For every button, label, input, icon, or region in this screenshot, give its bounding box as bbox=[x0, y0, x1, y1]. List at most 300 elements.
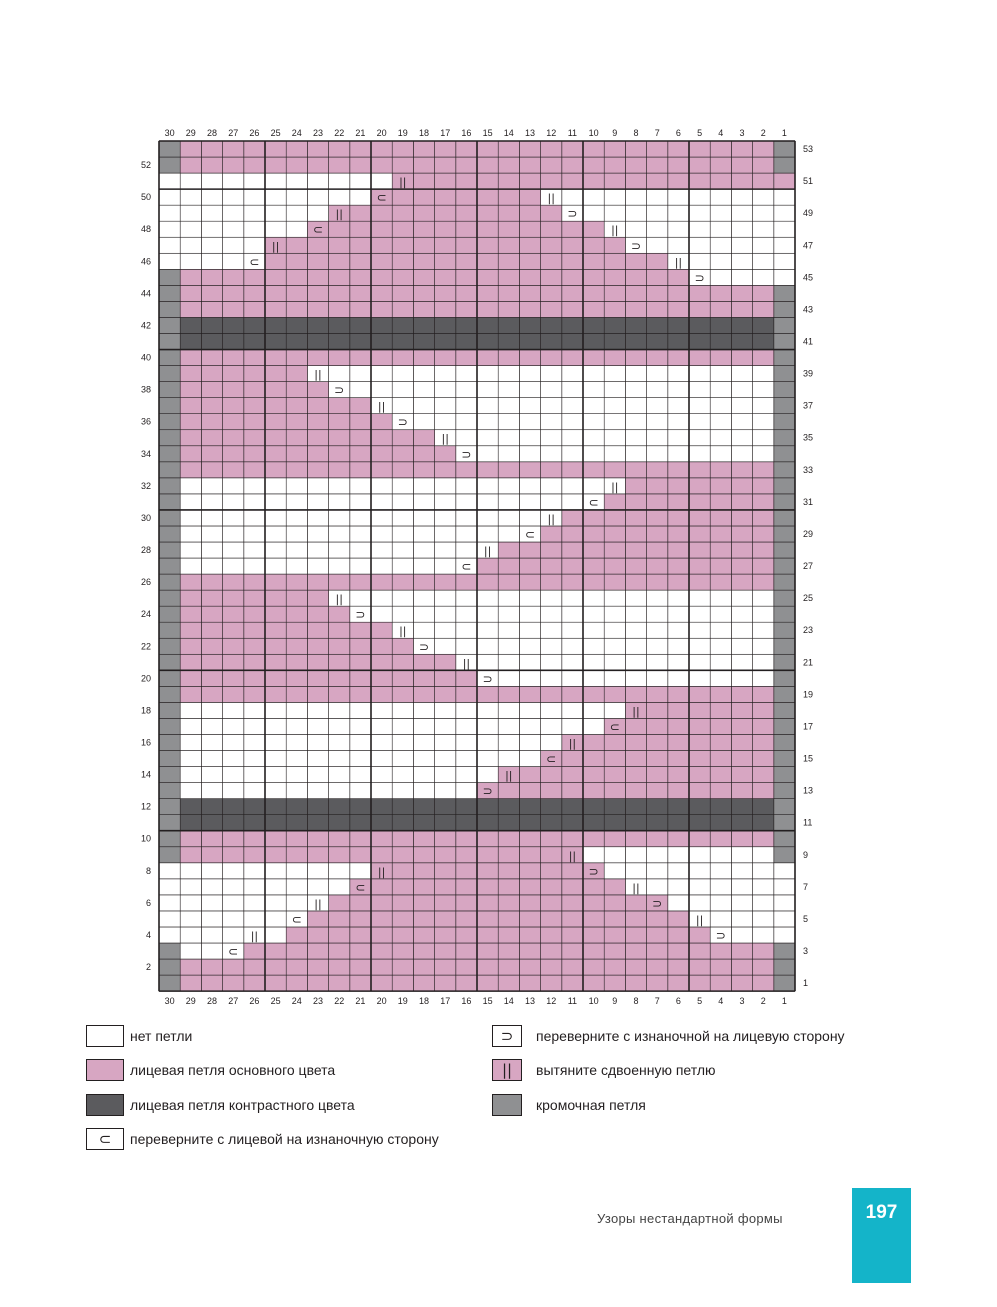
stitch-cell bbox=[329, 622, 350, 638]
column-label-top: 7 bbox=[654, 128, 660, 138]
stitch-cell bbox=[265, 333, 286, 349]
stitch-cell bbox=[435, 734, 456, 750]
stitch-cell bbox=[541, 494, 562, 510]
stitch-cell bbox=[223, 301, 244, 317]
stitch-cell bbox=[456, 767, 477, 783]
stitch-cell bbox=[392, 799, 413, 815]
stitch-cell bbox=[180, 606, 201, 622]
stitch-cell bbox=[350, 526, 371, 542]
stitch-cell bbox=[180, 622, 201, 638]
stitch-cell bbox=[329, 478, 350, 494]
stitch-cell bbox=[519, 975, 540, 991]
stitch-cell bbox=[647, 975, 668, 991]
stitch-cell bbox=[307, 237, 328, 253]
stitch-cell bbox=[392, 269, 413, 285]
stitch-cell bbox=[519, 237, 540, 253]
column-label-top: 5 bbox=[697, 128, 703, 138]
row-label-right: 7 bbox=[803, 881, 809, 892]
stitch-cell bbox=[774, 333, 795, 349]
stitch-symbol: || bbox=[399, 624, 407, 638]
stitch-cell bbox=[625, 654, 646, 670]
stitch-cell bbox=[413, 927, 434, 943]
stitch-cell bbox=[668, 301, 689, 317]
stitch-cell bbox=[413, 799, 434, 815]
stitch-cell bbox=[689, 975, 710, 991]
stitch-cell bbox=[710, 558, 731, 574]
stitch-cell bbox=[286, 574, 307, 590]
stitch-cell bbox=[456, 301, 477, 317]
stitch-cell bbox=[477, 157, 498, 173]
stitch-cell bbox=[625, 333, 646, 349]
stitch-cell bbox=[350, 141, 371, 157]
stitch-cell bbox=[307, 783, 328, 799]
stitch-cell bbox=[180, 879, 201, 895]
stitch-cell bbox=[435, 317, 456, 333]
stitch-cell bbox=[731, 141, 752, 157]
stitch-cell bbox=[350, 734, 371, 750]
stitch-cell bbox=[371, 478, 392, 494]
stitch-cell bbox=[223, 189, 244, 205]
stitch-cell bbox=[223, 333, 244, 349]
stitch-cell bbox=[456, 975, 477, 991]
stitch-cell bbox=[753, 783, 774, 799]
stitch-cell bbox=[604, 686, 625, 702]
stitch-cell bbox=[329, 670, 350, 686]
legend-label-turn-to-wrong: переверните с лицевой на изнаночную сторону bbox=[130, 1131, 439, 1147]
stitch-cell bbox=[371, 799, 392, 815]
stitch-cell bbox=[435, 414, 456, 430]
stitch-cell bbox=[223, 558, 244, 574]
stitch-cell bbox=[498, 494, 519, 510]
stitch-cell bbox=[201, 831, 222, 847]
stitch-cell bbox=[371, 606, 392, 622]
stitch-cell bbox=[286, 430, 307, 446]
column-label-top: 23 bbox=[312, 128, 324, 138]
stitch-cell bbox=[647, 799, 668, 815]
stitch-cell bbox=[774, 398, 795, 414]
stitch-cell bbox=[710, 831, 731, 847]
stitch-cell bbox=[731, 526, 752, 542]
stitch-cell bbox=[413, 975, 434, 991]
stitch-cell bbox=[201, 333, 222, 349]
stitch-cell bbox=[435, 157, 456, 173]
stitch-cell bbox=[159, 622, 180, 638]
stitch-cell bbox=[477, 269, 498, 285]
row-label-left: 38 bbox=[140, 384, 151, 395]
stitch-cell bbox=[753, 654, 774, 670]
stitch-cell bbox=[392, 205, 413, 221]
stitch-cell bbox=[201, 927, 222, 943]
stitch-cell bbox=[710, 205, 731, 221]
stitch-cell bbox=[689, 606, 710, 622]
stitch-cell bbox=[562, 237, 583, 253]
stitch-cell bbox=[562, 189, 583, 205]
stitch-cell bbox=[307, 702, 328, 718]
legend-item-turn-to-right bbox=[492, 1024, 845, 1048]
stitch-cell bbox=[201, 590, 222, 606]
stitch-cell bbox=[413, 173, 434, 189]
stitch-cell bbox=[371, 526, 392, 542]
stitch-cell bbox=[456, 718, 477, 734]
stitch-cell bbox=[647, 494, 668, 510]
stitch-cell bbox=[710, 847, 731, 863]
column-label-top: 8 bbox=[633, 128, 639, 138]
row-label-right: 31 bbox=[803, 496, 814, 507]
stitch-cell bbox=[286, 462, 307, 478]
stitch-cell bbox=[435, 333, 456, 349]
stitch-cell bbox=[562, 446, 583, 462]
stitch-cell bbox=[519, 446, 540, 462]
stitch-symbol: ⊃ bbox=[588, 864, 599, 879]
stitch-cell bbox=[265, 189, 286, 205]
stitch-cell bbox=[604, 751, 625, 767]
stitch-cell bbox=[307, 462, 328, 478]
stitch-cell bbox=[477, 221, 498, 237]
stitch-cell bbox=[753, 269, 774, 285]
stitch-cell bbox=[519, 205, 540, 221]
stitch-cell bbox=[159, 205, 180, 221]
stitch-cell bbox=[307, 606, 328, 622]
stitch-cell bbox=[541, 237, 562, 253]
row-label-right: 15 bbox=[803, 753, 814, 764]
stitch-cell bbox=[244, 815, 265, 831]
stitch-cell bbox=[604, 317, 625, 333]
stitch-cell bbox=[413, 333, 434, 349]
stitch-cell bbox=[625, 767, 646, 783]
stitch-cell bbox=[604, 157, 625, 173]
row-label-left: 14 bbox=[140, 769, 151, 780]
stitch-cell bbox=[371, 574, 392, 590]
stitch-cell bbox=[201, 237, 222, 253]
stitch-cell bbox=[286, 751, 307, 767]
stitch-cell bbox=[668, 462, 689, 478]
stitch-cell bbox=[329, 847, 350, 863]
stitch-cell bbox=[668, 783, 689, 799]
stitch-cell bbox=[647, 927, 668, 943]
stitch-cell bbox=[668, 157, 689, 173]
stitch-cell bbox=[307, 767, 328, 783]
stitch-cell bbox=[774, 863, 795, 879]
stitch-cell bbox=[583, 398, 604, 414]
stitch-cell bbox=[159, 767, 180, 783]
stitch-symbol: || bbox=[611, 480, 619, 494]
column-label-bottom: 9 bbox=[612, 996, 618, 1007]
stitch-cell bbox=[392, 510, 413, 526]
stitch-cell bbox=[223, 590, 244, 606]
stitch-cell bbox=[371, 638, 392, 654]
stitch-cell bbox=[583, 141, 604, 157]
stitch-cell bbox=[456, 783, 477, 799]
stitch-cell bbox=[159, 317, 180, 333]
stitch-cell bbox=[265, 462, 286, 478]
stitch-cell bbox=[435, 895, 456, 911]
stitch-cell bbox=[519, 815, 540, 831]
stitch-cell bbox=[753, 767, 774, 783]
stitch-cell bbox=[180, 446, 201, 462]
stitch-cell bbox=[456, 237, 477, 253]
stitch-cell bbox=[498, 173, 519, 189]
stitch-cell bbox=[244, 959, 265, 975]
stitch-cell bbox=[392, 670, 413, 686]
stitch-cell bbox=[244, 558, 265, 574]
column-label-top: 14 bbox=[503, 128, 514, 138]
stitch-cell bbox=[392, 558, 413, 574]
stitch-cell bbox=[541, 205, 562, 221]
stitch-cell bbox=[604, 863, 625, 879]
stitch-cell bbox=[159, 975, 180, 991]
stitch-symbol: || bbox=[632, 881, 640, 895]
column-label-top: 21 bbox=[355, 128, 366, 138]
stitch-cell bbox=[668, 879, 689, 895]
stitch-cell bbox=[604, 590, 625, 606]
stitch-cell bbox=[498, 237, 519, 253]
stitch-cell bbox=[774, 879, 795, 895]
stitch-cell bbox=[689, 478, 710, 494]
stitch-cell bbox=[753, 430, 774, 446]
stitch-cell bbox=[350, 975, 371, 991]
stitch-cell bbox=[541, 253, 562, 269]
stitch-cell bbox=[519, 574, 540, 590]
stitch-cell bbox=[583, 847, 604, 863]
stitch-cell bbox=[562, 831, 583, 847]
column-label-top: 30 bbox=[164, 128, 175, 138]
stitch-cell bbox=[180, 734, 201, 750]
stitch-cell bbox=[265, 847, 286, 863]
row-label-left: 28 bbox=[140, 545, 151, 556]
stitch-cell bbox=[753, 831, 774, 847]
stitch-cell bbox=[223, 606, 244, 622]
stitch-cell bbox=[159, 783, 180, 799]
stitch-cell bbox=[413, 959, 434, 975]
stitch-cell bbox=[180, 430, 201, 446]
stitch-cell bbox=[625, 221, 646, 237]
stitch-symbol: ⊂ bbox=[249, 254, 260, 269]
stitch-cell bbox=[583, 702, 604, 718]
stitch-cell bbox=[350, 702, 371, 718]
stitch-cell bbox=[498, 654, 519, 670]
stitch-cell bbox=[180, 221, 201, 237]
stitch-cell bbox=[774, 430, 795, 446]
stitch-cell bbox=[477, 606, 498, 622]
stitch-cell bbox=[647, 911, 668, 927]
stitch-cell bbox=[286, 366, 307, 382]
stitch-cell bbox=[201, 526, 222, 542]
stitch-cell bbox=[710, 173, 731, 189]
stitch-cell bbox=[244, 398, 265, 414]
stitch-cell bbox=[180, 398, 201, 414]
stitch-cell bbox=[731, 622, 752, 638]
stitch-cell bbox=[371, 285, 392, 301]
stitch-cell bbox=[392, 718, 413, 734]
column-label-top: 26 bbox=[249, 128, 260, 138]
stitch-cell bbox=[519, 173, 540, 189]
row-label-left: 44 bbox=[140, 288, 151, 299]
stitch-cell bbox=[625, 686, 646, 702]
row-label-right: 13 bbox=[803, 785, 814, 796]
stitch-cell bbox=[477, 478, 498, 494]
stitch-cell bbox=[519, 718, 540, 734]
stitch-cell bbox=[562, 285, 583, 301]
stitch-cell bbox=[647, 943, 668, 959]
stitch-cell bbox=[159, 189, 180, 205]
stitch-cell bbox=[350, 205, 371, 221]
stitch-cell bbox=[689, 654, 710, 670]
stitch-cell bbox=[180, 510, 201, 526]
stitch-cell bbox=[223, 895, 244, 911]
stitch-cell bbox=[625, 510, 646, 526]
stitch-cell bbox=[159, 366, 180, 382]
stitch-cell bbox=[371, 734, 392, 750]
stitch-cell bbox=[201, 879, 222, 895]
stitch-symbol: ⊂ bbox=[546, 752, 557, 767]
stitch-cell bbox=[731, 510, 752, 526]
stitch-cell bbox=[541, 767, 562, 783]
stitch-cell bbox=[201, 767, 222, 783]
stitch-cell bbox=[774, 558, 795, 574]
stitch-cell bbox=[180, 718, 201, 734]
stitch-cell bbox=[498, 398, 519, 414]
stitch-cell bbox=[689, 205, 710, 221]
stitch-cell bbox=[201, 446, 222, 462]
stitch-cell bbox=[456, 751, 477, 767]
stitch-cell bbox=[435, 718, 456, 734]
stitch-cell bbox=[265, 366, 286, 382]
row-label-right: 1 bbox=[803, 978, 809, 989]
stitch-cell bbox=[435, 686, 456, 702]
stitch-cell bbox=[519, 670, 540, 686]
stitch-cell bbox=[774, 574, 795, 590]
stitch-cell bbox=[647, 718, 668, 734]
stitch-cell bbox=[562, 879, 583, 895]
stitch-cell bbox=[689, 734, 710, 750]
stitch-cell bbox=[159, 718, 180, 734]
stitch-cell bbox=[604, 333, 625, 349]
stitch-cell bbox=[371, 751, 392, 767]
stitch-cell bbox=[286, 718, 307, 734]
stitch-cell bbox=[371, 767, 392, 783]
stitch-cell bbox=[625, 430, 646, 446]
stitch-cell bbox=[477, 253, 498, 269]
stitch-cell bbox=[753, 670, 774, 686]
stitch-cell bbox=[519, 398, 540, 414]
stitch-cell bbox=[625, 638, 646, 654]
page-number: 197 bbox=[865, 1202, 898, 1223]
stitch-cell bbox=[456, 221, 477, 237]
stitch-cell bbox=[519, 943, 540, 959]
stitch-symbol: ⊃ bbox=[482, 784, 493, 799]
stitch-cell bbox=[498, 638, 519, 654]
stitch-cell bbox=[413, 847, 434, 863]
stitch-cell bbox=[647, 831, 668, 847]
stitch-cell bbox=[647, 654, 668, 670]
stitch-cell bbox=[774, 622, 795, 638]
stitch-cell bbox=[689, 462, 710, 478]
stitch-cell bbox=[371, 269, 392, 285]
stitch-cell bbox=[265, 510, 286, 526]
stitch-cell bbox=[159, 478, 180, 494]
stitch-cell bbox=[774, 590, 795, 606]
stitch-cell bbox=[201, 638, 222, 654]
stitch-cell bbox=[604, 446, 625, 462]
stitch-cell bbox=[456, 350, 477, 366]
stitch-cell bbox=[307, 285, 328, 301]
stitch-cell bbox=[244, 975, 265, 991]
stitch-cell bbox=[307, 751, 328, 767]
stitch-cell bbox=[731, 734, 752, 750]
stitch-cell bbox=[710, 414, 731, 430]
stitch-cell bbox=[265, 799, 286, 815]
stitch-cell bbox=[265, 863, 286, 879]
stitch-cell bbox=[456, 702, 477, 718]
stitch-cell bbox=[180, 237, 201, 253]
stitch-cell bbox=[753, 590, 774, 606]
stitch-cell bbox=[371, 157, 392, 173]
stitch-cell bbox=[689, 895, 710, 911]
stitch-cell bbox=[541, 911, 562, 927]
stitch-cell bbox=[562, 783, 583, 799]
stitch-cell bbox=[456, 333, 477, 349]
stitch-cell bbox=[286, 831, 307, 847]
stitch-cell bbox=[244, 751, 265, 767]
stitch-cell bbox=[689, 767, 710, 783]
stitch-cell bbox=[159, 526, 180, 542]
stitch-cell bbox=[413, 301, 434, 317]
stitch-cell bbox=[541, 654, 562, 670]
stitch-cell bbox=[329, 686, 350, 702]
stitch-cell bbox=[286, 317, 307, 333]
stitch-cell bbox=[244, 382, 265, 398]
stitch-cell bbox=[223, 542, 244, 558]
stitch-cell bbox=[541, 430, 562, 446]
legend bbox=[86, 1024, 906, 1154]
stitch-cell bbox=[435, 221, 456, 237]
stitch-symbol: || bbox=[441, 432, 449, 446]
stitch-cell bbox=[350, 269, 371, 285]
stitch-cell bbox=[583, 911, 604, 927]
stitch-cell bbox=[541, 783, 562, 799]
stitch-cell bbox=[329, 366, 350, 382]
stitch-cell bbox=[731, 382, 752, 398]
stitch-cell bbox=[371, 670, 392, 686]
stitch-cell bbox=[180, 831, 201, 847]
stitch-cell bbox=[689, 783, 710, 799]
stitch-cell bbox=[647, 189, 668, 205]
stitch-cell bbox=[159, 221, 180, 237]
stitch-cell bbox=[731, 959, 752, 975]
stitch-cell bbox=[435, 205, 456, 221]
stitch-cell bbox=[710, 686, 731, 702]
stitch-cell bbox=[689, 638, 710, 654]
stitch-cell bbox=[689, 542, 710, 558]
stitch-cell bbox=[562, 590, 583, 606]
stitch-cell bbox=[498, 462, 519, 478]
stitch-cell bbox=[498, 783, 519, 799]
stitch-cell bbox=[307, 478, 328, 494]
stitch-cell bbox=[307, 430, 328, 446]
stitch-cell bbox=[265, 542, 286, 558]
row-label-right: 37 bbox=[803, 400, 814, 411]
stitch-cell bbox=[519, 895, 540, 911]
stitch-cell bbox=[223, 783, 244, 799]
stitch-cell bbox=[753, 638, 774, 654]
stitch-cell bbox=[562, 398, 583, 414]
row-label-left: 18 bbox=[140, 705, 151, 716]
stitch-cell bbox=[244, 478, 265, 494]
stitch-cell bbox=[774, 253, 795, 269]
stitch-cell bbox=[477, 767, 498, 783]
stitch-cell bbox=[710, 815, 731, 831]
stitch-cell bbox=[392, 446, 413, 462]
